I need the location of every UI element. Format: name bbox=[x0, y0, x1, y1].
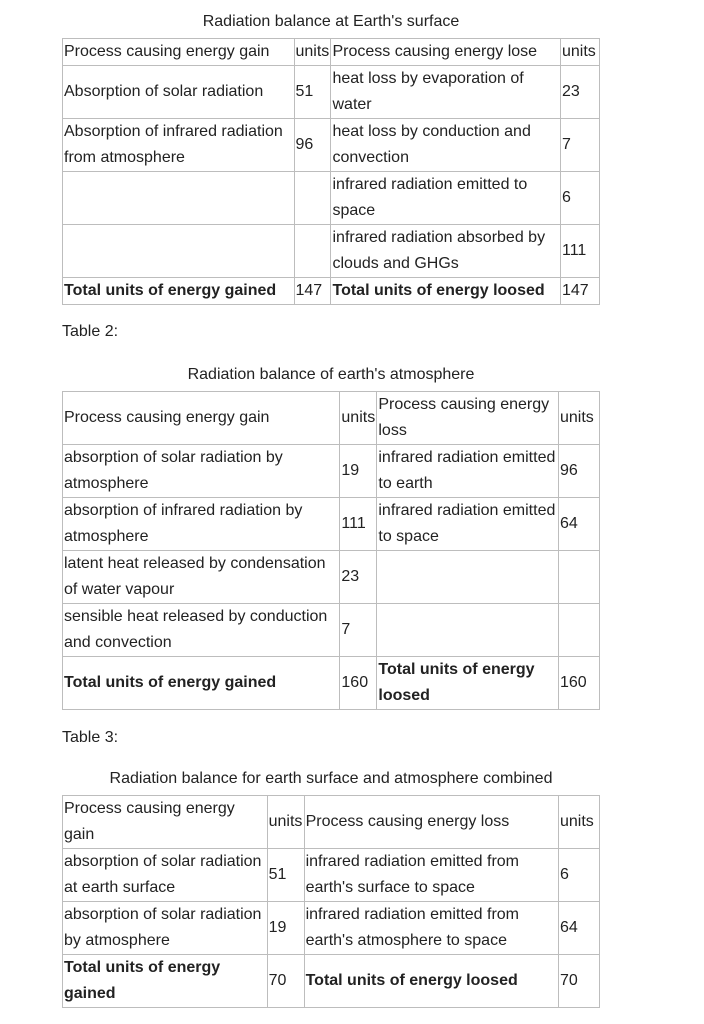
table3-label: Table 3: bbox=[62, 729, 119, 746]
total-cell: 147 bbox=[560, 278, 599, 305]
table3-caption: Radiation balance for earth surface and atmosphere combined bbox=[109, 770, 553, 787]
table-row bbox=[63, 445, 600, 498]
table-cell bbox=[294, 225, 331, 278]
table-cell: 96 bbox=[294, 119, 331, 172]
table-row bbox=[63, 225, 600, 278]
table3 bbox=[62, 795, 600, 1008]
table-cell: infrared radiation emitted to space bbox=[377, 498, 559, 551]
table-cell: infrared radiation emitted to earth bbox=[377, 445, 559, 498]
header-cell: Process causing energy gain bbox=[63, 39, 295, 66]
table-cell bbox=[558, 551, 599, 604]
table-cell: heat loss by evaporation of water bbox=[331, 66, 561, 119]
table-row bbox=[63, 119, 600, 172]
total-cell: Total units of energy gained bbox=[63, 657, 340, 710]
table-cell: 19 bbox=[267, 902, 304, 955]
header-cell: Process causing energy loss bbox=[377, 392, 559, 445]
header-cell: Process causing energy gain bbox=[63, 796, 268, 849]
table-cell: 51 bbox=[294, 66, 331, 119]
total-cell: Total units of energy gained bbox=[63, 278, 295, 305]
table-cell: infrared radiation absorbed by clouds and GHGs bbox=[331, 225, 561, 278]
table-cell: 111 bbox=[560, 225, 599, 278]
total-cell: Total units of energy loosed bbox=[304, 955, 558, 1008]
total-row bbox=[63, 955, 600, 1008]
table-cell: infrared radiation emitted to space bbox=[331, 172, 561, 225]
table-cell: 23 bbox=[560, 66, 599, 119]
table-cell bbox=[63, 225, 295, 278]
table-cell: 64 bbox=[558, 902, 599, 955]
header-cell: units bbox=[558, 796, 599, 849]
table-row bbox=[63, 172, 600, 225]
header-cell: Process causing energy lose bbox=[331, 39, 561, 66]
total-cell: Total units of energy gained bbox=[63, 955, 268, 1008]
table-cell: absorption of solar radiation by atmosphere bbox=[63, 445, 340, 498]
table1-caption: Radiation balance at Earth's surface bbox=[202, 13, 460, 30]
table-cell: 6 bbox=[560, 172, 599, 225]
table2 bbox=[62, 391, 600, 710]
table-cell bbox=[377, 604, 559, 657]
table-cell: 7 bbox=[340, 604, 377, 657]
table-cell: 96 bbox=[558, 445, 599, 498]
total-row bbox=[63, 278, 600, 305]
table-cell: sensible heat released by conduction and convection bbox=[63, 604, 340, 657]
table1 bbox=[62, 38, 600, 305]
table-row bbox=[63, 902, 600, 955]
table-cell: 51 bbox=[267, 849, 304, 902]
table-cell: 19 bbox=[340, 445, 377, 498]
table-row bbox=[63, 796, 600, 849]
table-row bbox=[63, 498, 600, 551]
total-cell: Total units of energy loosed bbox=[331, 278, 561, 305]
table-cell bbox=[294, 172, 331, 225]
total-row bbox=[63, 657, 600, 710]
table2-label: Table 2: bbox=[62, 323, 119, 340]
table2-caption: Radiation balance of earth's atmosphere bbox=[187, 366, 475, 383]
table-cell: infrared radiation emitted from earth's atmosphere to space bbox=[304, 902, 558, 955]
table-cell: absorption of solar radiation by atmosphere bbox=[63, 902, 268, 955]
header-cell: Process causing energy loss bbox=[304, 796, 558, 849]
table-cell: absorption of infrared radiation by atmosphere bbox=[63, 498, 340, 551]
table-cell: 111 bbox=[340, 498, 377, 551]
table-cell: 23 bbox=[340, 551, 377, 604]
total-cell: 160 bbox=[340, 657, 377, 710]
header-cell: units bbox=[558, 392, 599, 445]
table-cell: Absorption of solar radiation bbox=[63, 66, 295, 119]
table-cell: heat loss by conduction and convection bbox=[331, 119, 561, 172]
table-row bbox=[63, 392, 600, 445]
total-cell: 147 bbox=[294, 278, 331, 305]
total-cell: 70 bbox=[267, 955, 304, 1008]
header-cell: Process causing energy gain bbox=[63, 392, 340, 445]
table-row bbox=[63, 66, 600, 119]
table-cell: 64 bbox=[558, 498, 599, 551]
header-cell: units bbox=[340, 392, 377, 445]
header-cell: units bbox=[267, 796, 304, 849]
table-cell bbox=[558, 604, 599, 657]
table-row bbox=[63, 39, 600, 66]
table-cell bbox=[377, 551, 559, 604]
table-cell: Absorption of infrared radiation from atmosphere bbox=[63, 119, 295, 172]
table-cell: infrared radiation emitted from earth's surface to space bbox=[304, 849, 558, 902]
total-cell: 70 bbox=[558, 955, 599, 1008]
table-cell: 6 bbox=[558, 849, 599, 902]
total-cell: 160 bbox=[558, 657, 599, 710]
table-row bbox=[63, 551, 600, 604]
header-cell: units bbox=[560, 39, 599, 66]
table-cell: 7 bbox=[560, 119, 599, 172]
total-cell: Total units of energy loosed bbox=[377, 657, 559, 710]
header-cell: units bbox=[294, 39, 331, 66]
table-cell: absorption of solar radiation at earth surface bbox=[63, 849, 268, 902]
table-cell: latent heat released by condensation of water vapour bbox=[63, 551, 340, 604]
table-row bbox=[63, 604, 600, 657]
table-cell bbox=[63, 172, 295, 225]
table-row bbox=[63, 849, 600, 902]
